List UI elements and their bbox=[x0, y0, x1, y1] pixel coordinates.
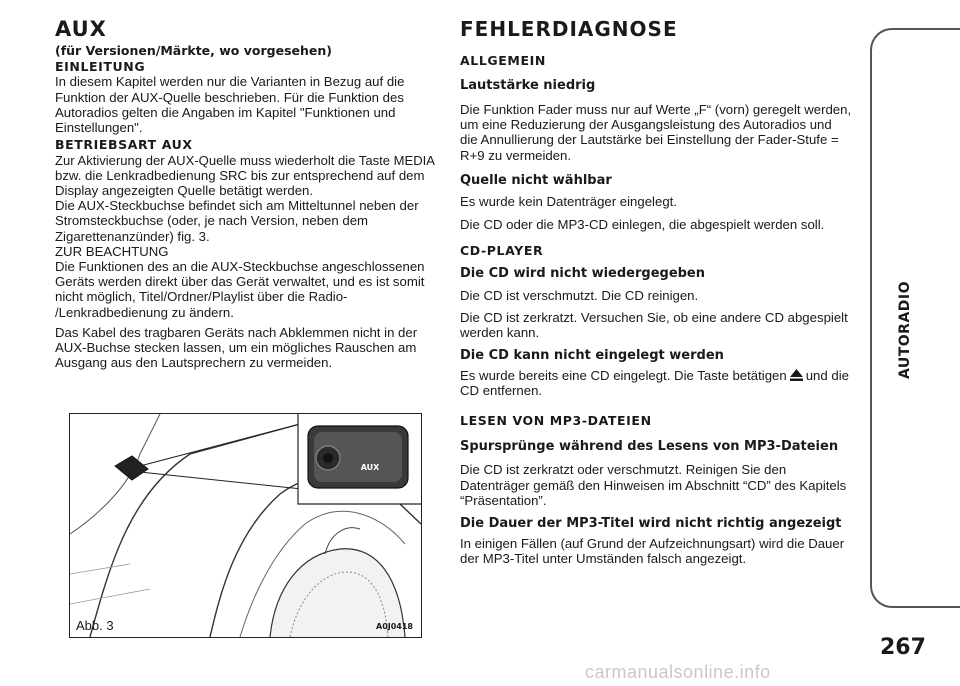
text-line: Geräts werden direkt über das Gerät verwaltet, und es ist somit bbox=[55, 274, 425, 290]
text-line: R+9 zu vermeiden. bbox=[460, 147, 572, 163]
text-line bbox=[460, 368, 855, 383]
section-title-fehlerdiagnose: FEHLERDIAGNOSE bbox=[460, 17, 678, 41]
figure-label: Abb. 3 bbox=[76, 618, 114, 633]
dauer-text bbox=[460, 536, 855, 566]
text-line: Die CD oder die MP3-CD einlegen, die abgespielt werden soll. bbox=[460, 216, 825, 232]
text-line: Funktion der AUX-Quelle beschrieben. Für die Funktion des bbox=[55, 89, 404, 105]
kabel-text bbox=[55, 325, 435, 371]
text-line: Die Funktionen des an die AUX-Steckbuchse angeschlossenen bbox=[55, 259, 425, 275]
text-segment: Es wurde bereits eine CD eingelegt. Die Taste betätigen bbox=[460, 367, 787, 383]
text-line: Die CD ist verschmutzt. Die CD reinigen. bbox=[460, 287, 699, 303]
figure-code: A0J0418 bbox=[376, 622, 413, 631]
heading-einleitung: EINLEITUNG bbox=[55, 59, 146, 75]
heading-quelle: Quelle nicht wählbar bbox=[460, 172, 612, 188]
text-line: die Annullierung der Lautstärke bei Einstellung der Fader-Stufe = bbox=[460, 132, 839, 148]
text-line: nicht möglich, Titel/Ordner/Playlist über die Radio- bbox=[55, 289, 348, 305]
text-line: Es wurde kein Datenträger eingelegt. bbox=[460, 194, 677, 210]
heading-cd-player: CD-PLAYER bbox=[460, 242, 544, 258]
left-column bbox=[55, 18, 435, 371]
chapter-tab bbox=[870, 28, 960, 608]
text-line: um eine Reduzierung der Ausgangsleistung des Autoradios und bbox=[460, 117, 832, 133]
section-title-aux: AUX bbox=[55, 17, 107, 41]
cd-eingelegt-text bbox=[460, 368, 855, 398]
heading-cd-nicht-wiedergegeben: Die CD wird nicht wiedergegeben bbox=[460, 266, 706, 282]
text-line: Display angezeigten Quelle betätigt werden. bbox=[55, 183, 314, 199]
text-line: Zigarettenanzünder) fig. 3. bbox=[55, 228, 210, 244]
text-line: In diesem Kapitel werden nur die Varianten in Bezug auf die bbox=[55, 74, 405, 90]
text-line: Datenträger gemäß den Hinweisen im Abschnitt “CD” des Kapitels bbox=[460, 477, 847, 493]
text-line: ZUR BEACHTUNG bbox=[55, 243, 169, 259]
text-segment: und die bbox=[805, 367, 849, 383]
spurspruenge-text bbox=[460, 462, 855, 508]
text-line: Die CD ist zerkratzt. Versuchen Sie, ob eine andere CD abgespielt bbox=[460, 309, 848, 325]
cd-zerkratzt-text bbox=[460, 310, 855, 340]
text-line: Die Funktion Fader muss nur auf Werte „F“ (vorn) geregelt werden, bbox=[460, 101, 852, 117]
text-line: “Präsentation”. bbox=[460, 492, 547, 508]
aux-socket-illustration bbox=[70, 414, 421, 637]
heading-lautstaerke: Lautstärke niedrig bbox=[460, 78, 596, 94]
aux-socket-label: AUX bbox=[360, 463, 380, 472]
text-line: Stromsteckbuchse (oder, je nach Version, neben dem bbox=[55, 213, 369, 229]
einleitung-text bbox=[55, 74, 435, 135]
text-line: Einstellungen". bbox=[55, 120, 143, 136]
text-line: Autoradios gelten die Angaben im Kapitel "Funktionen und bbox=[55, 104, 396, 120]
lautstaerke-text bbox=[460, 102, 855, 163]
text-line: werden kann. bbox=[460, 325, 540, 341]
text-line: Zur Aktivierung der AUX-Quelle muss wiederholt die Taste MEDIA bbox=[55, 152, 435, 168]
betriebsart-text bbox=[55, 153, 435, 320]
heading-mp3: LESEN VON MP3-DATEIEN bbox=[460, 413, 652, 429]
text-line: In einigen Fällen (auf Grund der Aufzeichnungsart) wird die Dauer bbox=[460, 535, 845, 551]
text-line: Ausgang aus den Lautsprechern zu vermeiden. bbox=[55, 355, 333, 371]
watermark: carmanualsonline.info bbox=[585, 662, 771, 682]
heading-dauer: Die Dauer der MP3-Titel wird nicht richtig angezeigt bbox=[460, 515, 842, 531]
text-line: /Lenkradbedienung zu ändern. bbox=[55, 304, 234, 320]
section-subtitle: (für Versionen/Märkte, wo vorgesehen) bbox=[55, 43, 332, 59]
text-line: Die CD ist zerkratzt oder verschmutzt. Reinigen Sie den bbox=[460, 462, 787, 478]
heading-spurspruenge: Spursprünge während des Lesens von MP3-Dateien bbox=[460, 438, 839, 454]
eject-icon bbox=[790, 369, 803, 381]
page-number: 267 bbox=[880, 635, 926, 660]
text-line: der MP3-Titel unter Umständen falsch angezeigt. bbox=[460, 550, 747, 566]
text-line: AUX-Buchse stecken lassen, um ein mögliches Rauschen am bbox=[55, 340, 417, 356]
text-line: CD entfernen. bbox=[460, 383, 543, 399]
heading-betriebsart: BETRIEBSART AUX bbox=[55, 137, 193, 153]
chapter-tab-label: AUTORADIO bbox=[897, 280, 913, 380]
text-line: bzw. die Lenkradbedienung SRC bis zur entsprechend auf dem bbox=[55, 167, 425, 183]
text-line: Das Kabel des tragbaren Geräts nach Abklemmen nicht in der bbox=[55, 324, 418, 340]
text-line: Die AUX-Steckbuchse befindet sich am Mitteltunnel neben der bbox=[55, 198, 419, 214]
right-column bbox=[460, 18, 855, 566]
heading-cd-nicht-eingelegt: Die CD kann nicht eingelegt werden bbox=[460, 348, 724, 364]
heading-allgemein: ALLGEMEIN bbox=[460, 53, 546, 68]
figure-aux-socket bbox=[69, 413, 422, 638]
